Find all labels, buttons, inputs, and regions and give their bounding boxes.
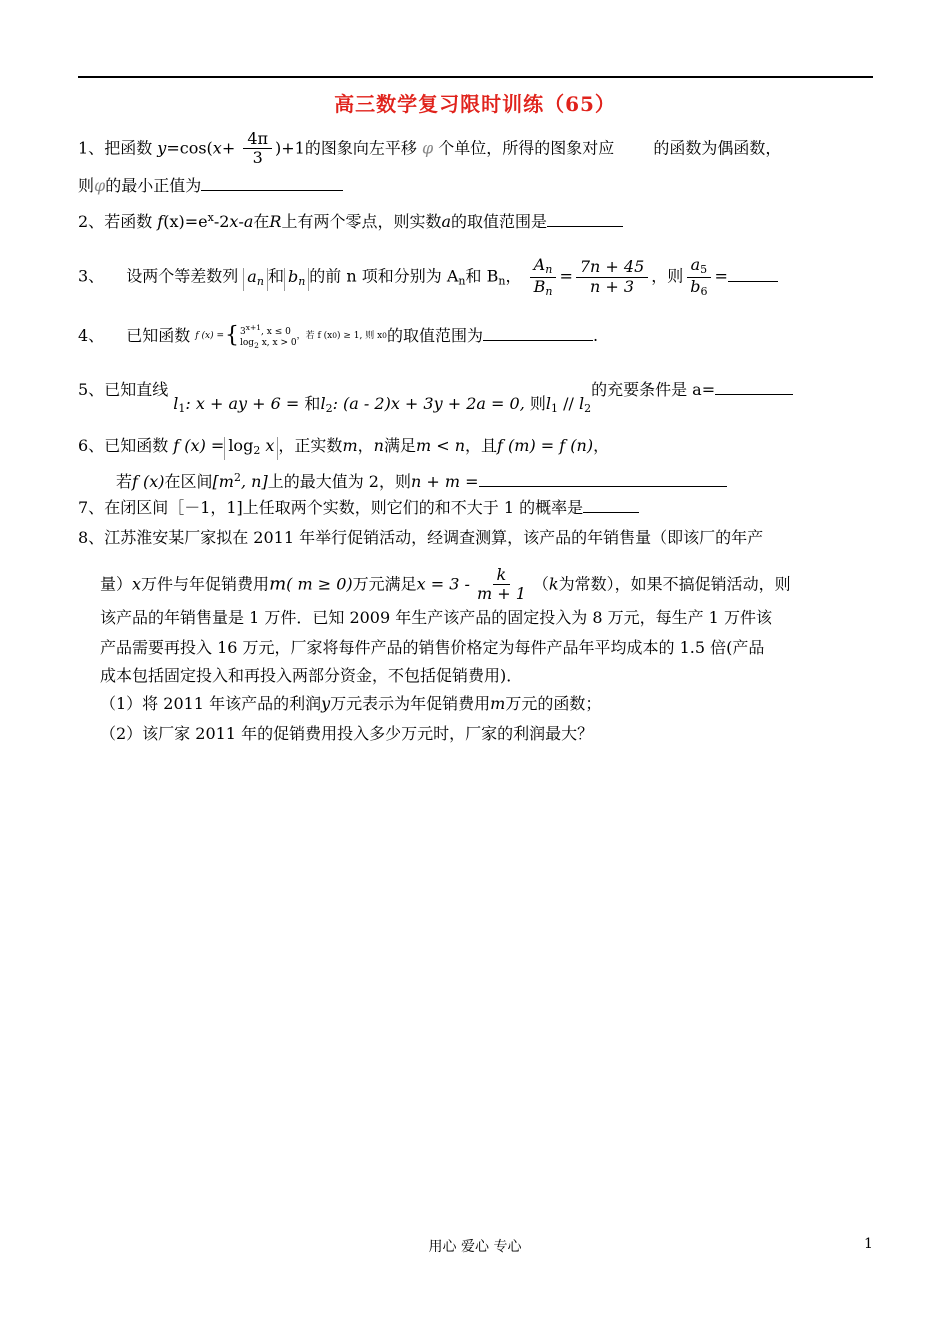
q1-number: 1、 — [78, 138, 105, 158]
question-3: 3、 设两个等差数列 $a_n$ 和 $b_n$ 的前 n 项和分别为 $A_n$和 $B_n$， $\frac{A_n}{B_n}$ = $\frac{7n + 45}{n + 3}$ ，则 $\frac{a_5}{b_6}$ = — [78, 256, 778, 298]
question-8-part-2: （2）该厂家 2011 年的促销费用投入多少万元时，厂家的利润最大？ — [100, 724, 594, 743]
question-8-line-2: 量）x万件与年促销费用m( m ≥ 0)万元满足x = 3 - $\frac{k}{m + 1}$ （k为常数），如果不搞促销活动，则 — [100, 565, 791, 604]
header-rule — [78, 76, 873, 78]
q6-number: 6、 — [78, 436, 105, 455]
q5-answer-blank[interactable] — [715, 378, 793, 395]
page-title: 高三数学复习限时训练（65） — [334, 92, 616, 116]
question-6: 6、已知函数 f $(x) = \log_2 x$ ，正实数m，n满足m < n，且f (m) = f (n)， — [78, 434, 609, 460]
page-footer: 用心 爱心 专心 — [428, 1239, 522, 1255]
q6-abs-log: $\log_2 x$ — [224, 437, 278, 460]
q4-piecewise-function: f (x) = { $3^{x+1}$, x ≤ 0 $\log_2 x$, x > 0 ，若 f (x 0 ) ≥ 1, 则 x 0 — [195, 323, 387, 350]
q2-answer-blank[interactable] — [547, 210, 623, 227]
question-8: 8、江苏淮安某厂家拟在 2011 年举行促销活动，经调查测算，该产品的年销售量（即该厂的年产 — [78, 528, 764, 547]
q2-number: 2、 — [78, 212, 105, 231]
question-8-line-5: 成本包括固定投入和再投入两部分资金，不包括促销费用)． — [100, 666, 523, 685]
q7-number: 7、 — [78, 498, 105, 517]
q1-answer-blank[interactable] — [201, 174, 343, 191]
question-7: 7、在闭区间［－1，1]上任取两个实数，则它们的和不大于 1 的概率是 — [78, 496, 639, 520]
question-1-line-2: 则φ的最小正值为 — [78, 174, 343, 198]
q4-number: 4、 — [78, 325, 105, 345]
q3-fraction-AB: $\frac{A_n}{B_n}$ — [530, 256, 557, 298]
question-8-line-3: 该产品的年销售量是 1 万件．已知 2009 年生产该产品的固定投入为 8 万元，每生产 1 万件该 — [100, 608, 772, 627]
question-6-line-2: 若f (x)在区间[$m^2$, n]上的最大值为 2，则n + m = — [116, 466, 727, 494]
q3-fraction-ab: $\frac{a_5}{b_6}$ — [686, 256, 711, 298]
q3-number: 3、 — [78, 266, 105, 286]
q4-answer-blank[interactable] — [483, 324, 593, 341]
q7-answer-blank[interactable] — [583, 496, 639, 513]
q3-answer-blank[interactable] — [728, 265, 778, 282]
question-8-part-1: （1）将 2011 年该产品的利润y万元表示为年促销费用m万元的函数； — [100, 694, 602, 713]
q5-lines-expression: $l_1$: x + ay + 6 = 和$l_2$: (a - 2)x + 3y + 2a = 0, 则$l_1 // l_2$ — [173, 394, 592, 415]
page-number: 1 — [864, 1236, 873, 1252]
q1-fraction: $\frac{4\pi}{3}$ — [243, 130, 272, 168]
sequence-b-symbol: $b_n$ — [284, 268, 309, 291]
sequence-a-symbol: $a_n$ — [243, 268, 268, 291]
q6-answer-blank[interactable] — [479, 470, 727, 487]
question-1: 1、把函数 y=cos(x+ $\frac{4\pi}{3}$ )+1的图象向左平移 φ 个单位，所得的图象对应 的函数为偶函数， — [78, 129, 782, 168]
question-4: 4、 已知函数 f (x) = { $3^{x+1}$, x ≤ 0 $\log_2 x$, x > 0 ，若 f (x 0 ) ≥ 1, 则 x 0 的取值范围为 . — [78, 323, 599, 350]
q3-fraction-ratio: $\frac{7n + 45}{n + 3}$ — [576, 258, 648, 296]
q5-number: 5、 — [78, 380, 105, 399]
question-2: 2、若函数 $f(x)=e^x-2x-a$在R上有两个零点，则实数a的取值范围是 — [78, 206, 623, 234]
q8-number: 8、 — [78, 528, 105, 547]
question-8-line-4: 产品需要再投入 16 万元，厂家将每件产品的销售价格定为每件产品年平均成本的 1.5 倍(产品 — [100, 638, 765, 657]
q8-fraction: $\frac{k}{m + 1}$ — [476, 565, 526, 604]
question-5: 5、已知直线 $l_1$: x + ay + 6 = 和$l_2$: (a - 2)x + 3y + 2a = 0, 则$l_1 // l_2$的充要条件是 a= — [78, 378, 793, 407]
